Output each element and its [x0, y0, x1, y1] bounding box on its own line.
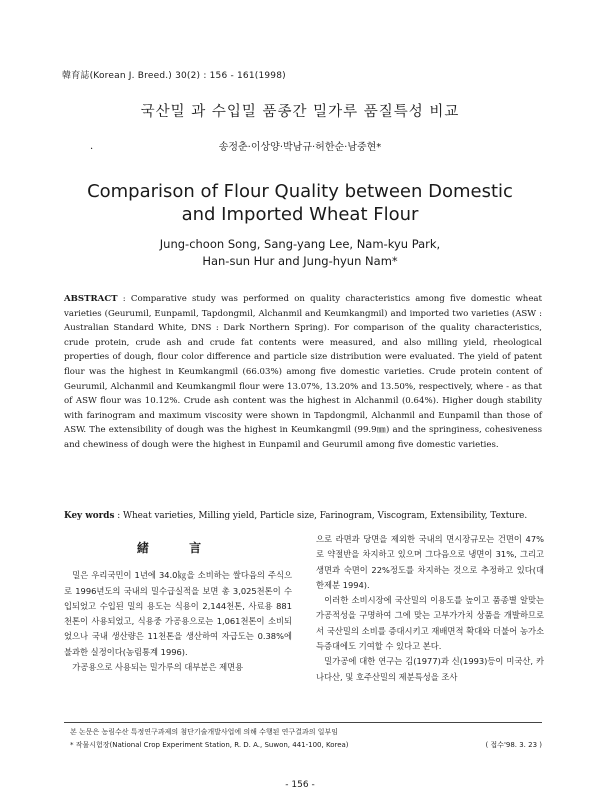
footnote-funding: 본 논문은 농림수산 특정연구과제의 첨단기술개발사업에 의해 수행된 연구결과의 일부임	[70, 728, 338, 736]
abstract	[64, 292, 542, 453]
body-paragraph: 이러한 소비시장에 국산밀의 이용도를 높이고 품종별 알맞는 가공적성을 구명하여 그에 맞는 고부가가치 상품을 개발하므로서 국산밀의 소비를 증대시키고 재배면적 확대와 더불어 농가소득증대에도 기여할 수 있다고 본다.	[316, 595, 544, 652]
english-authors-line2: Han-sun Hur and Jung-hyun Nam*	[202, 254, 398, 268]
english-title-line1: Comparison of Flour Quality between Domestic	[87, 181, 513, 202]
english-authors-line1: Jung-choon Song, Sang-yang Lee, Nam-kyu Park,	[159, 237, 441, 251]
footnote-affiliation: * 작물시험장(National Crop Experiment Station, R. D. A., Suwon, 441-100, Korea)	[70, 741, 349, 749]
korean-title: 국산밀 과 수입밀 품종간 밀가루 품질특성 비교	[140, 104, 460, 120]
korean-authors: 송정춘·이상양·박남규·허한순·남중현*	[218, 142, 382, 153]
journal-citation: 韓育誌(Korean J. Breed.) 30(2) : 156 - 161(1998)	[62, 71, 286, 81]
english-title	[0, 180, 600, 226]
keywords-label: Key words	[64, 511, 115, 521]
stray-dot: ·	[90, 144, 94, 155]
abstract-text: : Comparative study was performed on quality characteristics among five domestic wheat varieties (Geurumil, Eunpamil, Tapdongmil, Alchanmil and Keumkangmil) and imported two varieties (ASW : Australian Standard White, DNS : Dark Northern Spring). For comparison of the quality characteristics, crude protein, crude ash and crude fat contents were measured, and also milling yield, rheological properties of dough, flour color difference and particle size distribution were evaluated. The yield of patent flour was the highest in Keumkangmil (66.03%) among five domestic varieties. Crude protein content of Geurumil, Alchanmil and Keumkangmil flour were 13.07%, 13.20% and 13.50%, respectively, where - as that of ASW flour was 10.12%. Crude ash content was the highest in Alchanmil (0.64%). Higher dough stability with farinogram and maximum viscosity were shown in Tapdongmil, Alchanmil and Eunpamil than those of ASW. The extensibility of dough was the highest in Keumkangmil (99.9㎜) and the springiness, cohesiveness and chewiness of dough were the highest in Eunpamil and Geurumil among five domestic varieties.	[64, 294, 542, 450]
body-paragraph: 밀은 우리국민이 1년에 34.0㎏을 소비하는 쌀다음의 주식으로 1996년도의 국내의 밀수급실적을 보면 총 3,025천톤이 수입되었고 수입된 밀의 용도는 식용이 2,144천톤, 사료용 881천톤이 사용되었고, 식용중 가공용으로는 1,061천톤이 소비되었으나 국내 생산량은 11천톤을 생산하여 자급도는 0.38%에 불과한 실정이다(농림통계 1996).	[64, 570, 292, 657]
left-column	[64, 532, 292, 675]
section-heading: 緒 言	[136, 541, 220, 555]
body-paragraph: 밀가공에 대한 연구는 김(1977)과 신(1993)등이 미국산, 카나다산, 및 호주산밀의 제분특성을 조사	[316, 656, 544, 682]
english-title-line2: and Imported Wheat Flour	[181, 204, 419, 225]
keywords	[64, 511, 542, 521]
keywords-text: : Wheat varieties, Milling yield, Particle size, Farinogram, Viscogram, Extensibility, Texture.	[114, 511, 528, 521]
body-paragraph: 으로 라면과 당면을 제외한 국내의 면시장규모는 건면이 47%로 약절반을 차지하고 있으며 그다음으로 냉면이 31%, 그리고 생면과 숙면이 22%정도를 차지하는 것으로 추정하고 있다(대한제분 1994).	[316, 534, 544, 590]
english-authors	[0, 236, 600, 270]
page-number: - 156 -	[285, 780, 315, 790]
footnote-divider	[64, 722, 542, 723]
received-date: ( 접수'98. 3. 23 )	[485, 741, 542, 749]
body-paragraph: 가공용으로 사용되는 밀가루의 대부분은 제면용	[72, 662, 244, 673]
right-column	[316, 532, 544, 685]
abstract-label: ABSTRACT	[64, 294, 118, 304]
